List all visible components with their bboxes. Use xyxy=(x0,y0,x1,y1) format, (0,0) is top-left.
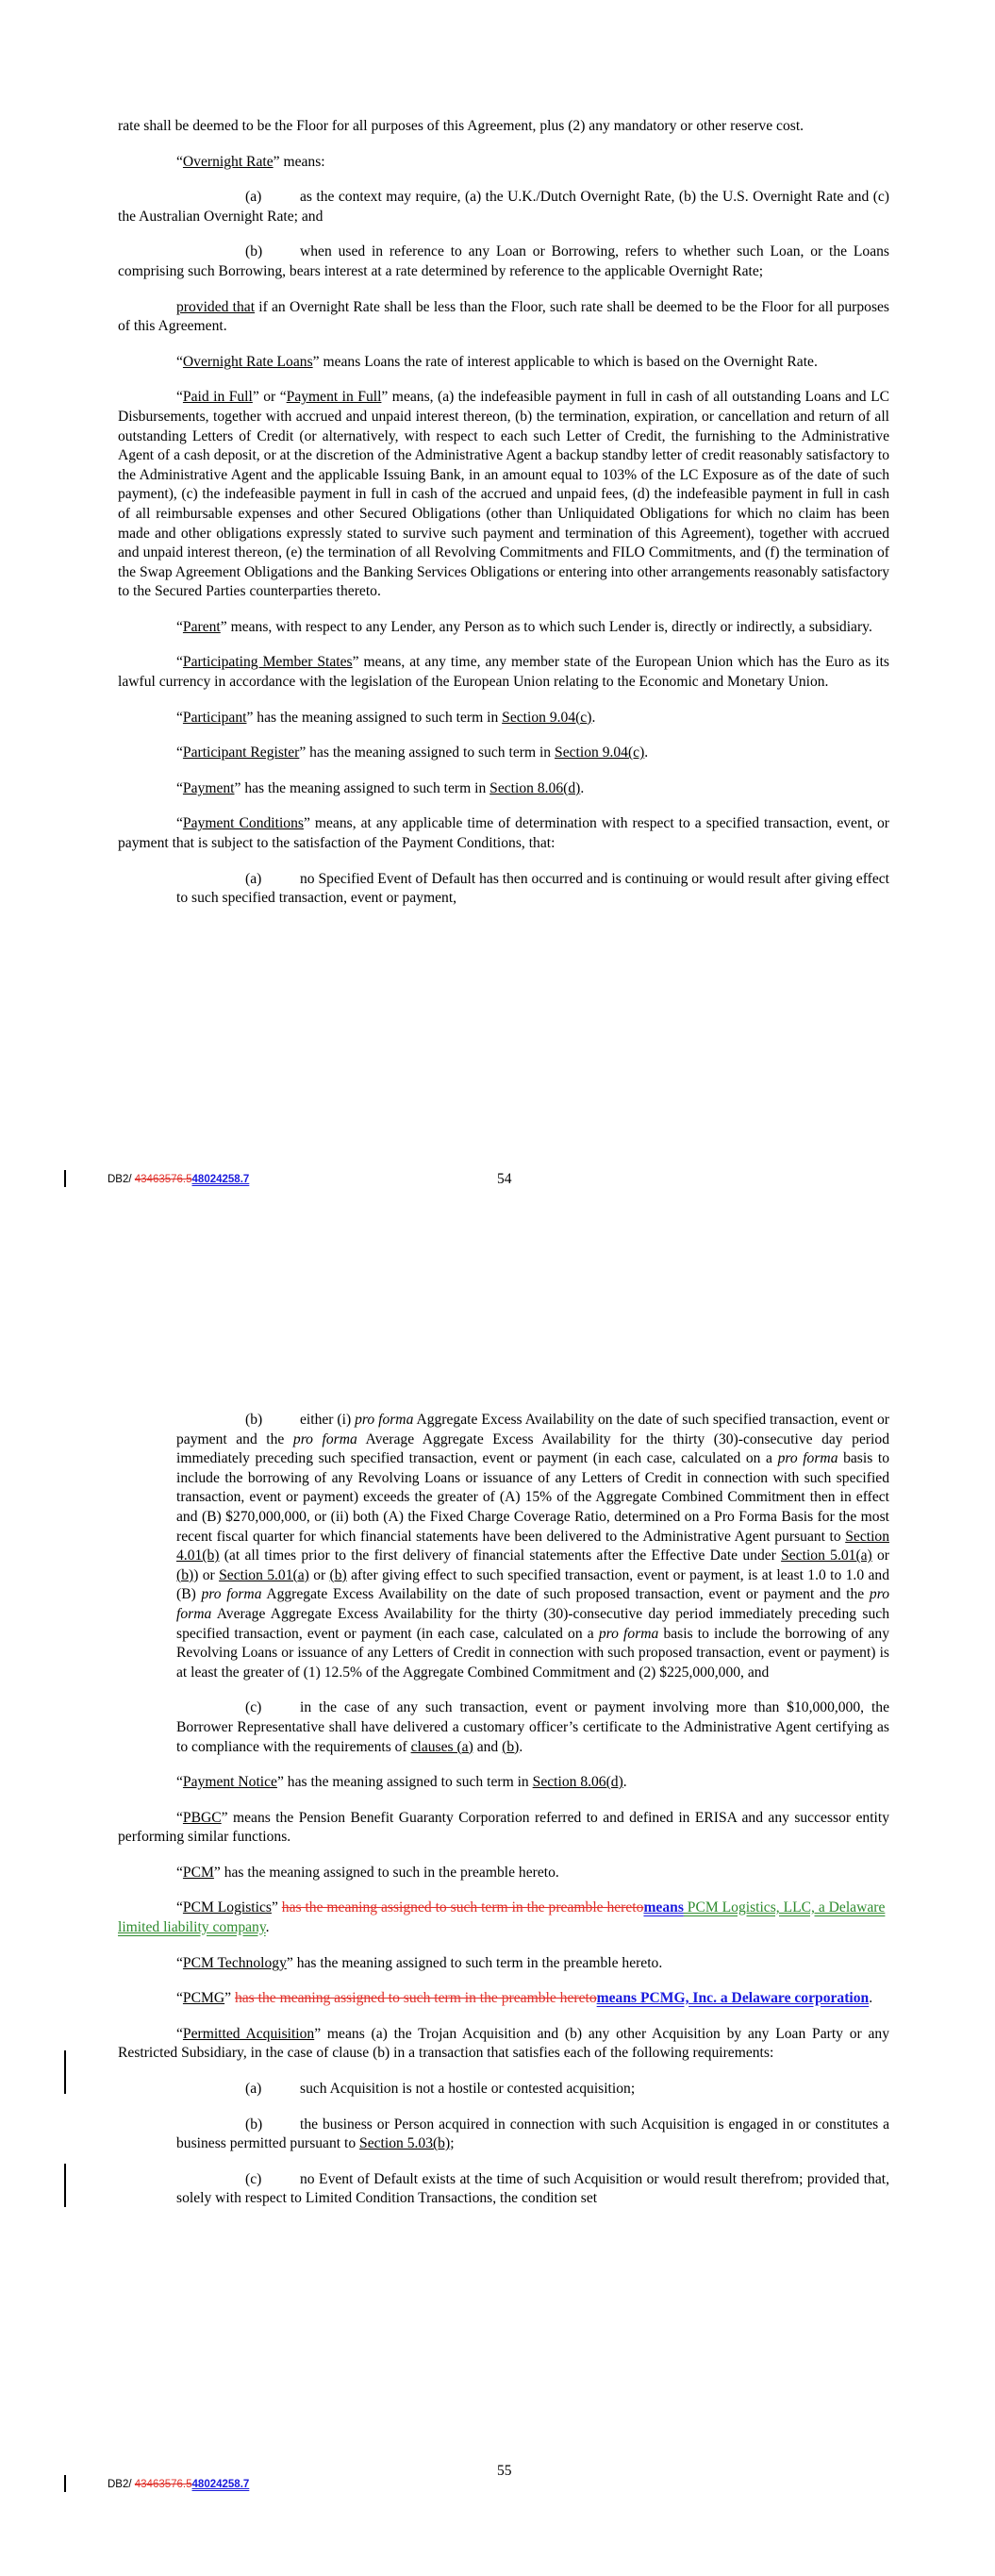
clause-c: (c) no Event of Default exists at the time of such Acquisition or would result therefrom; provided that, solely with respect to Limited Condition Transactions, the condition set xyxy=(176,2170,889,2207)
defined-term: Participating Member States xyxy=(182,654,353,671)
section-reference: (b) xyxy=(329,1566,347,1583)
definition-payment-conditions: “Payment Conditions” means, at any applicable time of determination with respect to a specified transaction, event, or payment that is subject to the satisfaction of the Payment Conditions, that: xyxy=(118,815,889,852)
change-bar xyxy=(64,2050,66,2094)
defined-term: Payment Notice xyxy=(182,1774,277,1791)
section-reference: Section 8.06(d) xyxy=(489,779,581,796)
inserted-doc-id: 48024258.7 xyxy=(191,1174,250,1185)
section-reference: Section 9.04(c) xyxy=(555,744,645,761)
clause-b: (b) the business or Person acquired in connection with such Acquisition is engaged in or constitutes a business permitted pursuant to Section 5.03(b); xyxy=(176,2116,889,2152)
definition-pcm-technology: “PCM Technology” has the meaning assigned to such term in the preamble hereto. xyxy=(176,1954,663,1971)
clause-label: (b) xyxy=(245,243,263,260)
definition-participant: “Participant” has the meaning assigned to such term in Section 9.04(c). xyxy=(176,709,596,726)
section-reference: Section 8.06(d) xyxy=(532,1774,623,1791)
definition-permitted-acquisition: “Permitted Acquisition” means (a) the Trojan Acquisition and (b) any other Acquisition by any Loan Party or any Restricted Subsidiary, in the case of clause (b) in a transaction that satisfies each of the following requirements: xyxy=(118,2025,889,2062)
definition-parent: “Parent” means, with respect to any Lender, any Person as to which such Lender is, directly or indirectly, a subsidiary. xyxy=(176,618,872,635)
page-54 xyxy=(0,0,995,1260)
deleted-doc-id: 43463576.5 xyxy=(134,2479,192,2490)
change-bar xyxy=(64,2475,66,2492)
clause-label: (b) xyxy=(245,1412,263,1428)
defined-term: Payment xyxy=(182,779,235,796)
defined-term: PCM Technology xyxy=(182,1954,287,1971)
defined-term: Payment in Full xyxy=(286,389,382,406)
section-reference: Section 5.01(a) xyxy=(219,1566,309,1583)
section-reference: Section 4.01(b) xyxy=(176,1528,889,1564)
definition-pcmg: “PCMG” has the meaning assigned to such term in the preamble heretomeans PCMG, Inc. a Delaware corporation. xyxy=(176,1990,873,2007)
page-55 xyxy=(0,1260,995,2576)
inserted-text: means PCMG, Inc. a Delaware corporation xyxy=(596,1990,870,2007)
deleted-text: has the meaning assigned to such term in the preamble hereto xyxy=(281,1899,644,1916)
clause-label: (a) xyxy=(245,189,262,206)
defined-term: Paid in Full xyxy=(182,389,253,406)
defined-term: Overnight Rate Loans xyxy=(182,353,313,370)
definition-participating-member-states: “Participating Member States” means, at any time, any member state of the European Union which has the Euro as its lawful currency in accordance with the legislation of the European Union relating to the Economic and Monetary Union. xyxy=(118,654,889,691)
section-reference: Section 5.01(a) xyxy=(781,1547,872,1564)
defined-term: Payment Conditions xyxy=(182,815,304,832)
definition-payment-notice: “Payment Notice” has the meaning assigned to such term in Section 8.06(d). xyxy=(176,1774,627,1791)
change-bar xyxy=(64,2164,66,2207)
definition-paid-in-full: “Paid in Full” or “Payment in Full” means, (a) the indefeasible payment in full in cash of all outstanding Loans and LC Disbursements, together with accrued and unpaid interest thereon, (b) the termination, expiration, or cancellation and return of all outstanding Letters of Credit (or alternatively, with respect to each such Letter of Credit, the furnishing to the Administrative Agent of a cash deposit, or at the discretion of the Administrative Agent a backup standby letter of credit reasonably satisfactory to the Administrative Agent and the applicable Issuing Bank, in an amount equal to 103% of the LC Exposure as of the date of such payment), (c) the indefeasible payment in full in cash of the accrued and unpaid fees, (d) the indefeasible payment in full in cash of all reimbursable expenses and other Secured Obligations (other than Unliquidated Obligations for which no claim has been made and other obligations expressly stated to survive such payment and termination of this Agreement), together with accrued and unpaid interest thereon, (e) the termination of all Revolving Commitments and FILO Commitments, and (f) the termination of the Swap Agreement Obligations and the Banking Services Obligations or entering into other arrangements reasonably satisfactory to the Secured Parties counterparties thereto. xyxy=(118,389,889,600)
section-reference: clauses (a) xyxy=(410,1738,473,1755)
change-bar xyxy=(64,1170,66,1187)
defined-term: Participant Register xyxy=(182,744,300,761)
definition-overnight-rate: “Overnight Rate” means: xyxy=(176,153,325,170)
clause-c: (c) in the case of any such transaction, event or payment involving more than $10,000,000, the Borrower Representative shall have delivered a customary officer’s certificate to the Administrative Agent certifying as to compliance with the requirements of clauses (a) and (b). xyxy=(176,1699,889,1755)
intro-paragraph: rate shall be deemed to be the Floor for all purposes of this Agreement, plus (2) any mandatory or other reserve cost. xyxy=(118,118,804,134)
clause-b: (b) either (i) pro forma Aggregate Excess Availability on the date of such specified transaction, event or payment and the pro forma Average Aggregate Excess Availability for the thirty (30)-consecutive day period immediately preceding such specified transaction, event or payment (in each case, calculated on a pro forma basis to include the borrowing of any Revolving Loans or issuance of any Letters of Credit in connection with such specified transaction, event or payment) exceeds the greater of (A) 15% of the Aggregate Combined Commitment then in effect and (B) $270,000,000, or (ii) both (A) the Fixed Charge Coverage Ratio, determined on a Pro Forma Basis for the most recent fiscal quarter for which financial statements have been delivered to the Administrative Agent pursuant to Section 4.01(b) (at all times prior to the first delivery of financial statements after the Effective Date under Section 5.01(a) or (b)) or Section 5.01(a) or (b) after giving effect to such specified transaction, event or payment, is at least 1.0 to 1.0 and (B) pro forma Aggregate Excess Availability on the date of such proposed transaction, event or payment and the pro forma Average Aggregate Excess Availability for the thirty (30)-consecutive day period immediately preceding such specified transaction, event or payment (in each case, calculated on a pro forma basis to include the borrowing of any Revolving Loans or issuance of any Letters of Credit in connection with such proposed transaction, event or payment) is at least the greater of (1) 12.5% of the Aggregate Combined Commitment and (2) $225,000,000, and xyxy=(176,1412,889,1681)
document-footer: DB2/ 43463576.548024258.7 xyxy=(108,2479,250,2490)
section-reference: (b) xyxy=(176,1566,194,1583)
definition-pbgc: “PBGC” means the Pension Benefit Guaranty Corporation referred to and defined in ERISA and any successor entity performing similar functions. xyxy=(118,1809,889,1846)
defined-term: PCMG xyxy=(182,1990,225,2007)
page-55-body xyxy=(118,1411,889,2225)
clause-label: (a) xyxy=(245,2081,262,2098)
section-reference: (b) xyxy=(502,1738,520,1755)
defined-term: Parent xyxy=(182,618,221,635)
defined-term: PBGC xyxy=(182,1809,222,1826)
clause-a: (a) as the context may require, (a) the U.K./Dutch Overnight Rate, (b) the U.S. Overnight Rate and (c) the Australian Overnight Rate; and xyxy=(118,189,889,225)
page-number: 55 xyxy=(497,2463,512,2479)
defined-term: Participant xyxy=(182,709,247,726)
document-footer: DB2/ 43463576.548024258.7 xyxy=(108,1174,250,1185)
clause-label: (a) xyxy=(245,870,262,887)
defined-term: PCM Logistics xyxy=(182,1899,272,1916)
inserted-text: PCM Logistics, LLC, a Delaware limited liability company xyxy=(118,1899,886,1936)
clause-label: (b) xyxy=(245,2116,263,2133)
page-number: 54 xyxy=(497,1171,512,1187)
deleted-text: has the meaning assigned to such term in the preamble hereto xyxy=(234,1990,597,2007)
definition-overnight-rate-loans: “Overnight Rate Loans” means Loans the rate of interest applicable to which is based on the Overnight Rate. xyxy=(176,353,818,370)
definition-pcm-logistics: “PCM Logistics” has the meaning assigned to such term in the preamble heretomeans PCM Logistics, LLC, a Delaware limited liability company. xyxy=(118,1899,886,1936)
clause-b: (b) when used in reference to any Loan or Borrowing, refers to whether such Loan, or the Loans comprising such Borrowing, bears interest at a rate determined by reference to the applicable Overnight Rate; xyxy=(118,243,889,279)
deleted-doc-id: 43463576.5 xyxy=(134,1174,192,1185)
clause-a: (a) such Acquisition is not a hostile or contested acquisition; xyxy=(118,2080,889,2099)
definition-pcm: “PCM” has the meaning assigned to such in the preamble hereto. xyxy=(176,1864,559,1881)
inserted-text: means xyxy=(643,1899,684,1916)
clause-label: (c) xyxy=(245,2170,262,2187)
definition-payment: “Payment” has the meaning assigned to such term in Section 8.06(d). xyxy=(176,779,585,796)
defined-term: Overnight Rate xyxy=(182,153,274,170)
inserted-doc-id: 48024258.7 xyxy=(191,2479,250,2490)
proviso-paragraph: provided that if an Overnight Rate shall be less than the Floor, such rate shall be deemed to be the Floor for all purposes of this Agreement. xyxy=(118,298,890,335)
definition-participant-register: “Participant Register” has the meaning assigned to such term in Section 9.04(c). xyxy=(176,744,649,761)
defined-term: Permitted Acquisition xyxy=(182,2025,315,2042)
section-reference: Section 5.03(b) xyxy=(359,2135,451,2152)
page-54-body xyxy=(118,117,889,925)
clause-label: (c) xyxy=(245,1699,262,1716)
defined-term: PCM xyxy=(182,1864,214,1881)
section-reference: Section 9.04(c) xyxy=(502,709,592,726)
clause-a: (a) no Specified Event of Default has then occurred and is continuing or would result after giving effect to such specified transaction, event or payment, xyxy=(176,870,889,907)
